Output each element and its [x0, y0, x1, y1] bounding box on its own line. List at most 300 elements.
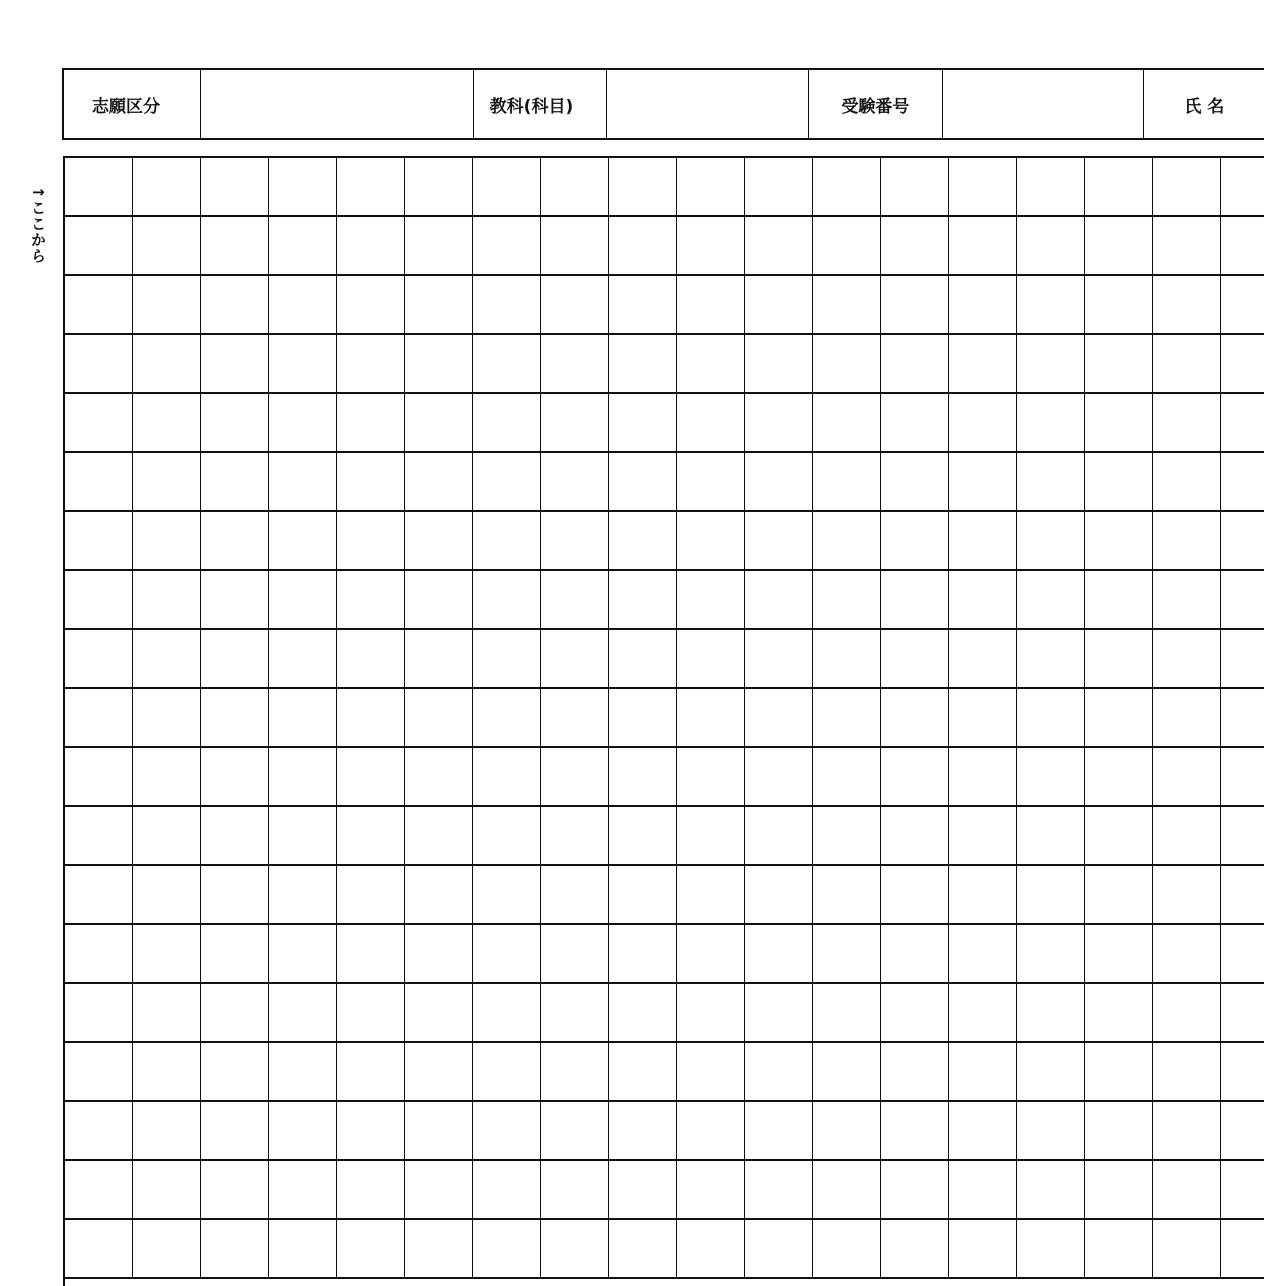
answer-cell[interactable] — [1221, 630, 1264, 689]
answer-cell[interactable] — [269, 925, 337, 984]
answer-cell[interactable] — [201, 217, 269, 276]
answer-cell[interactable] — [813, 217, 881, 276]
answer-cell[interactable] — [337, 453, 405, 512]
answer-cell[interactable] — [473, 1043, 541, 1102]
answer-cell[interactable] — [1221, 1043, 1264, 1102]
answer-cell[interactable] — [201, 630, 269, 689]
answer-cell[interactable] — [1017, 335, 1085, 394]
answer-cell[interactable] — [1153, 630, 1221, 689]
answer-cell[interactable] — [745, 630, 813, 689]
answer-cell[interactable] — [881, 453, 949, 512]
answer-cell[interactable] — [133, 748, 201, 807]
answer-cell[interactable] — [677, 217, 745, 276]
answer-cell[interactable] — [881, 1161, 949, 1220]
answer-cell[interactable] — [949, 748, 1017, 807]
answer-cell[interactable] — [1085, 158, 1153, 217]
answer-cell[interactable] — [1085, 276, 1153, 335]
answer-cell[interactable] — [949, 984, 1017, 1043]
answer-cell[interactable] — [1221, 1161, 1264, 1220]
answer-cell[interactable] — [201, 1220, 269, 1279]
answer-cell[interactable] — [1017, 1102, 1085, 1161]
answer-cell[interactable] — [133, 630, 201, 689]
answer-cell[interactable] — [337, 1043, 405, 1102]
answer-cell[interactable] — [949, 453, 1017, 512]
answer-cell[interactable] — [949, 1043, 1017, 1102]
answer-cell[interactable] — [813, 1220, 881, 1279]
answer-cell[interactable] — [609, 217, 677, 276]
answer-cell[interactable] — [1153, 689, 1221, 748]
answer-cell[interactable] — [473, 925, 541, 984]
answer-cell[interactable] — [269, 394, 337, 453]
answer-cell[interactable] — [1221, 689, 1264, 748]
answer-cell[interactable] — [1153, 1220, 1221, 1279]
answer-cell[interactable] — [473, 1220, 541, 1279]
answer-cell[interactable] — [813, 807, 881, 866]
answer-cell[interactable] — [201, 453, 269, 512]
answer-cell[interactable] — [201, 335, 269, 394]
answer-cell[interactable] — [1221, 925, 1264, 984]
answer-cell[interactable] — [677, 1102, 745, 1161]
answer-cell[interactable] — [473, 158, 541, 217]
answer-cell[interactable] — [677, 394, 745, 453]
answer-cell[interactable] — [677, 276, 745, 335]
answer-cell[interactable] — [813, 571, 881, 630]
answer-cell[interactable] — [609, 335, 677, 394]
answer-cell[interactable] — [269, 453, 337, 512]
answer-cell[interactable] — [1153, 158, 1221, 217]
answer-cell[interactable] — [813, 1043, 881, 1102]
answer-cell[interactable] — [881, 1220, 949, 1279]
answer-cell[interactable] — [405, 984, 473, 1043]
answer-cell[interactable] — [337, 1161, 405, 1220]
answer-cell[interactable] — [1153, 335, 1221, 394]
answer-cell[interactable] — [65, 1161, 133, 1220]
answer-cell[interactable] — [1221, 748, 1264, 807]
answer-cell[interactable] — [541, 630, 609, 689]
answer-cell[interactable] — [1017, 1220, 1085, 1279]
answer-cell[interactable] — [201, 748, 269, 807]
answer-cell[interactable] — [337, 571, 405, 630]
answer-cell[interactable] — [541, 984, 609, 1043]
answer-cell[interactable] — [677, 512, 745, 571]
answer-cell[interactable] — [1017, 925, 1085, 984]
answer-cell[interactable] — [881, 571, 949, 630]
answer-cell[interactable] — [1017, 984, 1085, 1043]
answer-cell[interactable] — [405, 925, 473, 984]
answer-cell[interactable] — [405, 1220, 473, 1279]
answer-cell[interactable] — [881, 1102, 949, 1161]
answer-cell[interactable] — [473, 394, 541, 453]
answer-cell[interactable] — [609, 394, 677, 453]
answer-cell[interactable] — [405, 748, 473, 807]
answer-cell[interactable] — [65, 335, 133, 394]
answer-cell[interactable] — [269, 689, 337, 748]
application-type-field[interactable] — [201, 70, 474, 138]
answer-cell[interactable] — [677, 630, 745, 689]
answer-cell[interactable] — [65, 571, 133, 630]
answer-cell[interactable] — [337, 630, 405, 689]
answer-cell[interactable] — [1085, 453, 1153, 512]
answer-cell[interactable] — [677, 807, 745, 866]
answer-cell[interactable] — [745, 335, 813, 394]
answer-cell[interactable] — [1017, 748, 1085, 807]
answer-cell[interactable] — [1085, 1220, 1153, 1279]
answer-cell[interactable] — [609, 630, 677, 689]
answer-cell[interactable] — [133, 925, 201, 984]
answer-cell[interactable] — [881, 158, 949, 217]
answer-cell[interactable] — [269, 1161, 337, 1220]
answer-cell[interactable] — [337, 217, 405, 276]
answer-cell[interactable] — [65, 630, 133, 689]
answer-cell[interactable] — [745, 748, 813, 807]
answer-cell[interactable] — [881, 276, 949, 335]
answer-cell[interactable] — [949, 512, 1017, 571]
answer-cell[interactable] — [541, 1102, 609, 1161]
answer-cell[interactable] — [541, 394, 609, 453]
answer-cell[interactable] — [337, 276, 405, 335]
answer-cell[interactable] — [881, 807, 949, 866]
answer-cell[interactable] — [677, 925, 745, 984]
answer-cell[interactable] — [1153, 1161, 1221, 1220]
answer-cell[interactable] — [473, 630, 541, 689]
answer-cell[interactable] — [473, 866, 541, 925]
answer-cell[interactable] — [65, 984, 133, 1043]
answer-cell[interactable] — [881, 394, 949, 453]
answer-cell[interactable] — [745, 925, 813, 984]
answer-cell[interactable] — [269, 1102, 337, 1161]
answer-cell[interactable] — [337, 335, 405, 394]
answer-cell[interactable] — [405, 335, 473, 394]
answer-cell[interactable] — [1085, 866, 1153, 925]
answer-cell[interactable] — [541, 335, 609, 394]
answer-cell[interactable] — [609, 748, 677, 807]
answer-cell[interactable] — [1017, 571, 1085, 630]
answer-cell[interactable] — [337, 158, 405, 217]
answer-cell[interactable] — [405, 158, 473, 217]
answer-cell[interactable] — [541, 276, 609, 335]
answer-cell[interactable] — [405, 217, 473, 276]
answer-cell[interactable] — [133, 276, 201, 335]
answer-cell[interactable] — [337, 394, 405, 453]
answer-cell[interactable] — [133, 217, 201, 276]
answer-cell[interactable] — [65, 158, 133, 217]
answer-cell[interactable] — [405, 394, 473, 453]
answer-cell[interactable] — [881, 689, 949, 748]
answer-cell[interactable] — [677, 571, 745, 630]
answer-cell[interactable] — [1085, 748, 1153, 807]
answer-cell[interactable] — [1221, 335, 1264, 394]
answer-cell[interactable] — [473, 335, 541, 394]
answer-cell[interactable] — [949, 217, 1017, 276]
answer-cell[interactable] — [269, 866, 337, 925]
answer-cell[interactable] — [677, 748, 745, 807]
answer-cell[interactable] — [1221, 807, 1264, 866]
answer-cell[interactable] — [745, 1161, 813, 1220]
answer-cell[interactable] — [1017, 630, 1085, 689]
answer-cell[interactable] — [65, 217, 133, 276]
answer-cell[interactable] — [813, 925, 881, 984]
answer-cell[interactable] — [65, 866, 133, 925]
answer-cell[interactable] — [65, 807, 133, 866]
answer-cell[interactable] — [337, 748, 405, 807]
answer-cell[interactable] — [1017, 453, 1085, 512]
answer-cell[interactable] — [269, 512, 337, 571]
answer-cell[interactable] — [541, 1161, 609, 1220]
exam-number-field[interactable] — [943, 70, 1144, 138]
answer-cell[interactable] — [745, 866, 813, 925]
answer-cell[interactable] — [201, 276, 269, 335]
answer-cell[interactable] — [1017, 689, 1085, 748]
answer-cell[interactable] — [201, 925, 269, 984]
answer-cell[interactable] — [1221, 453, 1264, 512]
answer-cell[interactable] — [473, 807, 541, 866]
answer-cell[interactable] — [949, 925, 1017, 984]
answer-cell[interactable] — [813, 335, 881, 394]
answer-cell[interactable] — [881, 1043, 949, 1102]
answer-cell[interactable] — [677, 1220, 745, 1279]
answer-cell[interactable] — [1017, 866, 1085, 925]
answer-cell[interactable] — [269, 158, 337, 217]
answer-cell[interactable] — [1221, 866, 1264, 925]
answer-cell[interactable] — [269, 335, 337, 394]
answer-cell[interactable] — [65, 1043, 133, 1102]
answer-cell[interactable] — [201, 512, 269, 571]
answer-cell[interactable] — [133, 158, 201, 217]
answer-cell[interactable] — [337, 512, 405, 571]
answer-cell[interactable] — [1085, 1102, 1153, 1161]
answer-cell[interactable] — [813, 512, 881, 571]
answer-cell[interactable] — [1085, 394, 1153, 453]
subject-field[interactable] — [607, 70, 808, 138]
answer-cell[interactable] — [405, 571, 473, 630]
answer-cell[interactable] — [1153, 217, 1221, 276]
answer-cell[interactable] — [405, 630, 473, 689]
answer-cell[interactable] — [813, 984, 881, 1043]
answer-cell[interactable] — [1017, 807, 1085, 866]
answer-cell[interactable] — [405, 689, 473, 748]
answer-cell[interactable] — [269, 1043, 337, 1102]
answer-cell[interactable] — [405, 807, 473, 866]
answer-cell[interactable] — [473, 276, 541, 335]
answer-cell[interactable] — [1153, 807, 1221, 866]
answer-cell[interactable] — [541, 453, 609, 512]
answer-cell[interactable] — [1221, 984, 1264, 1043]
answer-cell[interactable] — [1085, 807, 1153, 866]
answer-cell[interactable] — [65, 925, 133, 984]
answer-cell[interactable] — [337, 984, 405, 1043]
answer-cell[interactable] — [813, 1102, 881, 1161]
answer-cell[interactable] — [269, 748, 337, 807]
answer-cell[interactable] — [813, 453, 881, 512]
answer-cell[interactable] — [201, 571, 269, 630]
answer-cell[interactable] — [1153, 1102, 1221, 1161]
answer-cell[interactable] — [1017, 1161, 1085, 1220]
answer-cell[interactable] — [949, 335, 1017, 394]
answer-cell[interactable] — [1017, 217, 1085, 276]
answer-cell[interactable] — [65, 689, 133, 748]
answer-cell[interactable] — [1017, 276, 1085, 335]
answer-cell[interactable] — [881, 512, 949, 571]
answer-cell[interactable] — [1017, 394, 1085, 453]
answer-cell[interactable] — [473, 512, 541, 571]
answer-cell[interactable] — [813, 866, 881, 925]
answer-cell[interactable] — [541, 571, 609, 630]
answer-cell[interactable] — [473, 748, 541, 807]
answer-cell[interactable] — [1153, 276, 1221, 335]
answer-cell[interactable] — [201, 1161, 269, 1220]
answer-cell[interactable] — [133, 453, 201, 512]
answer-cell[interactable] — [337, 1220, 405, 1279]
answer-cell[interactable] — [201, 394, 269, 453]
answer-cell[interactable] — [677, 453, 745, 512]
answer-cell[interactable] — [269, 276, 337, 335]
answer-cell[interactable] — [133, 866, 201, 925]
answer-cell[interactable] — [745, 571, 813, 630]
answer-cell[interactable] — [541, 1043, 609, 1102]
answer-cell[interactable] — [1153, 394, 1221, 453]
answer-cell[interactable] — [813, 394, 881, 453]
answer-cell[interactable] — [677, 984, 745, 1043]
answer-cell[interactable] — [201, 866, 269, 925]
answer-cell[interactable] — [541, 158, 609, 217]
answer-cell[interactable] — [609, 1102, 677, 1161]
answer-cell[interactable] — [745, 1102, 813, 1161]
answer-cell[interactable] — [677, 1043, 745, 1102]
answer-cell[interactable] — [1085, 217, 1153, 276]
answer-cell[interactable] — [609, 512, 677, 571]
answer-cell[interactable] — [201, 158, 269, 217]
answer-cell[interactable] — [65, 748, 133, 807]
answer-cell[interactable] — [133, 571, 201, 630]
answer-cell[interactable] — [133, 807, 201, 866]
answer-cell[interactable] — [133, 1043, 201, 1102]
answer-cell[interactable] — [201, 984, 269, 1043]
answer-cell[interactable] — [1085, 689, 1153, 748]
answer-cell[interactable] — [1085, 630, 1153, 689]
answer-cell[interactable] — [949, 1102, 1017, 1161]
answer-cell[interactable] — [1221, 571, 1264, 630]
answer-cell[interactable] — [473, 217, 541, 276]
answer-cell[interactable] — [745, 689, 813, 748]
answer-cell[interactable] — [813, 1161, 881, 1220]
answer-cell[interactable] — [133, 1220, 201, 1279]
answer-cell[interactable] — [133, 689, 201, 748]
answer-cell[interactable] — [881, 925, 949, 984]
answer-cell[interactable] — [1153, 453, 1221, 512]
answer-cell[interactable] — [405, 1102, 473, 1161]
answer-cell[interactable] — [133, 984, 201, 1043]
answer-cell[interactable] — [65, 276, 133, 335]
answer-cell[interactable] — [881, 335, 949, 394]
answer-cell[interactable] — [1153, 748, 1221, 807]
answer-cell[interactable] — [65, 453, 133, 512]
answer-cell[interactable] — [1153, 512, 1221, 571]
answer-cell[interactable] — [133, 512, 201, 571]
answer-cell[interactable] — [881, 866, 949, 925]
answer-cell[interactable] — [133, 1161, 201, 1220]
answer-cell[interactable] — [745, 158, 813, 217]
answer-cell[interactable] — [541, 866, 609, 925]
answer-cell[interactable] — [745, 807, 813, 866]
answer-cell[interactable] — [269, 1220, 337, 1279]
answer-cell[interactable] — [65, 394, 133, 453]
answer-cell[interactable] — [541, 748, 609, 807]
answer-cell[interactable] — [473, 571, 541, 630]
answer-cell[interactable] — [609, 571, 677, 630]
answer-cell[interactable] — [337, 1102, 405, 1161]
answer-cell[interactable] — [1085, 571, 1153, 630]
answer-cell[interactable] — [949, 1161, 1017, 1220]
answer-cell[interactable] — [473, 1102, 541, 1161]
answer-cell[interactable] — [405, 1043, 473, 1102]
answer-cell[interactable] — [269, 630, 337, 689]
answer-cell[interactable] — [1221, 1102, 1264, 1161]
answer-cell[interactable] — [1221, 276, 1264, 335]
answer-cell[interactable] — [1017, 158, 1085, 217]
answer-cell[interactable] — [541, 689, 609, 748]
answer-cell[interactable] — [1085, 1161, 1153, 1220]
answer-cell[interactable] — [1085, 1043, 1153, 1102]
answer-cell[interactable] — [609, 1161, 677, 1220]
answer-cell[interactable] — [65, 512, 133, 571]
answer-cell[interactable] — [269, 217, 337, 276]
answer-cell[interactable] — [609, 925, 677, 984]
answer-cell[interactable] — [405, 276, 473, 335]
answer-cell[interactable] — [133, 1102, 201, 1161]
answer-cell[interactable] — [813, 276, 881, 335]
answer-cell[interactable] — [881, 748, 949, 807]
answer-cell[interactable] — [949, 689, 1017, 748]
answer-cell[interactable] — [65, 1220, 133, 1279]
answer-cell[interactable] — [405, 453, 473, 512]
answer-cell[interactable] — [1085, 925, 1153, 984]
answer-cell[interactable] — [1153, 571, 1221, 630]
answer-cell[interactable] — [1153, 1043, 1221, 1102]
answer-cell[interactable] — [609, 1220, 677, 1279]
answer-cell[interactable] — [881, 984, 949, 1043]
answer-cell[interactable] — [949, 158, 1017, 217]
answer-cell[interactable] — [65, 1102, 133, 1161]
answer-cell[interactable] — [269, 571, 337, 630]
answer-cell[interactable] — [677, 689, 745, 748]
answer-cell[interactable] — [1221, 394, 1264, 453]
answer-cell[interactable] — [745, 276, 813, 335]
answer-cell[interactable] — [201, 1102, 269, 1161]
answer-cell[interactable] — [677, 1161, 745, 1220]
answer-cell[interactable] — [609, 807, 677, 866]
answer-cell[interactable] — [337, 807, 405, 866]
answer-cell[interactable] — [881, 630, 949, 689]
answer-cell[interactable] — [1017, 512, 1085, 571]
answer-cell[interactable] — [133, 394, 201, 453]
answer-cell[interactable] — [201, 689, 269, 748]
answer-cell[interactable] — [609, 689, 677, 748]
answer-cell[interactable] — [609, 453, 677, 512]
answer-cell[interactable] — [949, 1220, 1017, 1279]
answer-cell[interactable] — [677, 335, 745, 394]
answer-cell[interactable] — [269, 807, 337, 866]
answer-cell[interactable] — [609, 984, 677, 1043]
answer-cell[interactable] — [949, 807, 1017, 866]
answer-cell[interactable] — [201, 1043, 269, 1102]
answer-cell[interactable] — [949, 571, 1017, 630]
answer-cell[interactable] — [949, 866, 1017, 925]
answer-cell[interactable] — [337, 689, 405, 748]
answer-cell[interactable] — [541, 1220, 609, 1279]
answer-cell[interactable] — [405, 512, 473, 571]
answer-cell[interactable] — [541, 512, 609, 571]
answer-cell[interactable] — [1221, 217, 1264, 276]
